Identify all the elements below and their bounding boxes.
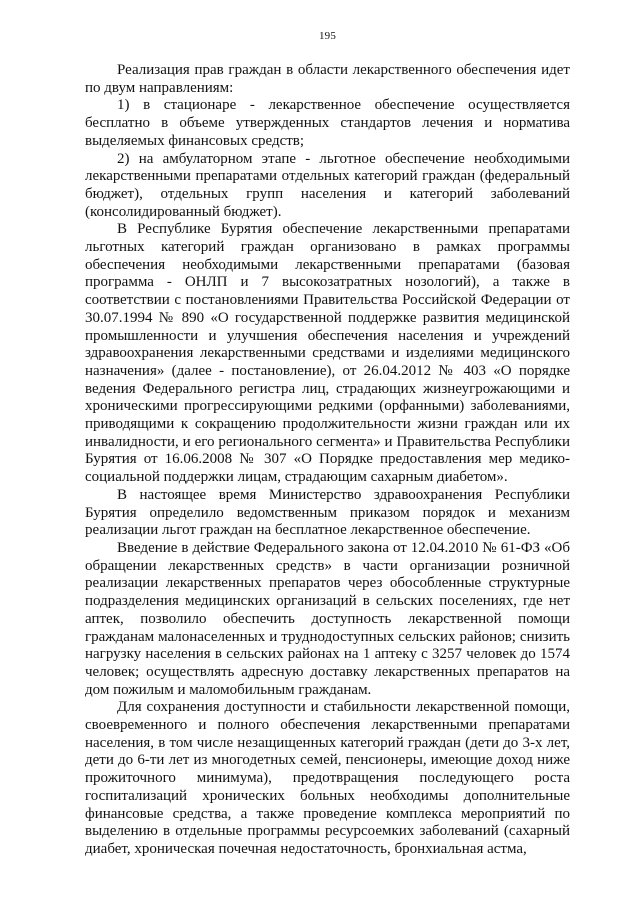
paragraph-federal-law: Введение в действие Федерального закона от 12.04.2010 № 61-ФЗ «Об обращении лекарственных средств» в части организации розничной реализации лекарственных препаратов через обособленные структурные подразделения медицинских организаций в сельских поселениях, где нет аптек, позволило обеспечить доступность лекарственной помощи гражданам малонаселенных и труднодоступных сельских районов; снизить нагрузку населения в сельских районах на 1 аптеку с 3257 человек до 1574 человек; осуществлять адресную доставку лекарственных препаратов на дом пожилым и маломобильным гражданам. <box>85 539 570 698</box>
paragraph-ministry-order: В настоящее время Министерство здравоохранения Республики Бурятия определило ведомственным приказом порядок и механизм реализации льгот граждан на бесплатное лекарственное обеспечение. <box>85 486 570 539</box>
paragraph-funding-needs: Для сохранения доступности и стабильности лекарственной помощи, своевременного и полного обеспечения лекарственными препаратами населения, в том числе незащищенных категорий граждан (дети до 3-х лет, дети до 6-ти лет из многодетных семей, пенсионеры, имеющие доход ниже прожиточного минимума), предотвращения последующего роста госпитализаций хронических больных необходимы дополнительные финансовые средства, а также проведение комплекса мероприятий по выделению в отдельные программы ресурсоемких заболеваний (сахарный диабет, хроническая почечная недостаточность, бронхиальная астма, <box>85 699 570 857</box>
page-number: 195 <box>318 30 337 42</box>
paragraph-item-1: 1) в стационаре - лекарственное обеспечение осуществляется бесплатно в объеме утвержденных стандартов лечения и норматива выделяемых финансовых средств; <box>85 97 570 149</box>
paragraph-buryatia-provision: В Республике Бурятия обеспечение лекарственными препаратами льготных категорий граждан организовано в рамках программы обеспечения необходимыми лекарственными препаратами (базовая программа - ОНЛП и 7 высокозатратных нозологий), а также в соответствии с постановлениями Правительства Российской Федерации от 30.07.1994 № 890 «О государственной поддержке развития медицинской промышленности и улучшения обеспечения населения и учреждений здравоохранения лекарственными средствами и изделиями медицинского назначения» (далее - постановление), от 26.04.2012 № 403 «О порядке ведения Федерального регистра лиц, страдающих жизнеугрожающими и хроническими прогрессирующими редкими (орфанными) заболеваниями, приводящими к сокращению продолжительности жизни граждан или их инвалидности, и его регионального сегмента» и Правительства Республики Бурятия от 16.06.2008 № 307 «О Порядке предоставления мер медико-социальной поддержки лицам, страдающим сахарным диабетом». <box>85 221 570 486</box>
document-body <box>85 62 570 859</box>
paragraph-intro: Реализация прав граждан в области лекарственного обеспечения идет по двум направлениям: <box>85 62 570 96</box>
paragraph-item-2: 2) на амбулаторном этапе - льготное обеспечение необходимыми лекарственными препаратами отдельных категорий граждан (федеральный бюджет), отдельных групп населения и категорий заболеваний (консолидированный бюджет). <box>85 150 570 220</box>
